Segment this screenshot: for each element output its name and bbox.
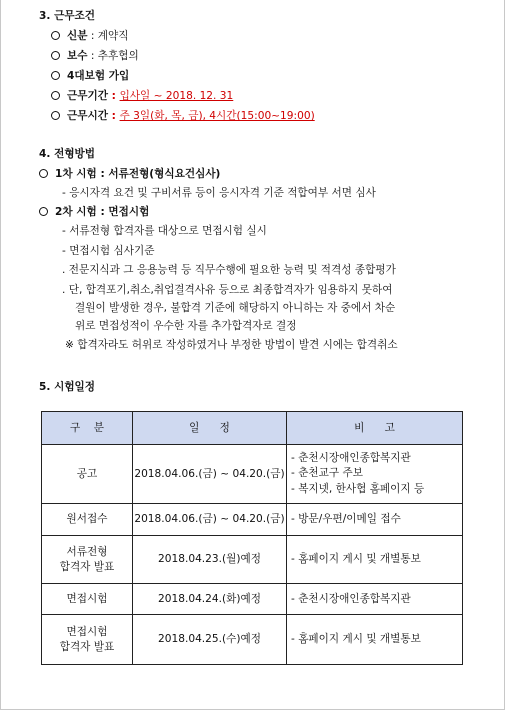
table-row [42, 584, 463, 615]
first-exam: 1차 시험 : 서류전형(형식요건심사) [39, 169, 220, 180]
row-name: 면접시험 합격자 발표 [42, 615, 133, 665]
condition-insurance: 4대보험 가입 [51, 71, 129, 82]
second-exam-desc-1: - 서류전형 합격자를 대상으로 면접시험 실시 [62, 225, 267, 237]
circle-bullet-icon [39, 207, 48, 216]
row-name: 공고 [42, 445, 133, 504]
row-notes: - 춘천시장애인종합복지관 - 춘천교구 주보 - 복지넷, 한사협 홈페이지 등 [287, 445, 463, 504]
circle-bullet-icon [51, 71, 60, 80]
row-notes: - 홈페이지 게시 및 개별통보 [287, 536, 463, 584]
second-exam-desc-3: . 전문지식과 그 응용능력 등 직무수행에 필요한 능력 및 적격성 종합평가 [62, 264, 396, 276]
section-3-title: 3. 근무조건 [39, 10, 96, 22]
circle-bullet-icon [51, 51, 60, 60]
table-header-row [42, 412, 463, 445]
row-name: 서류전형 합격자 발표 [42, 536, 133, 584]
section-4-title: 4. 전형방법 [39, 148, 96, 160]
section-5-title: 5. 시험일정 [39, 381, 96, 393]
schedule-table [41, 411, 463, 665]
second-exam-desc-4c: 위로 면접성적이 우수한 자를 추가합격자로 결정 [75, 320, 297, 332]
condition-pay: 보수 : 추후협의 [51, 51, 139, 62]
circle-bullet-icon [51, 31, 60, 40]
row-notes: - 춘천시장애인종합복지관 [287, 584, 463, 615]
table-row [42, 615, 463, 665]
row-notes: - 방문/우편/이메일 접수 [287, 504, 463, 536]
row-date: 2018.04.06.(금) ~ 04.20.(금) [133, 504, 287, 536]
row-date: 2018.04.24.(화)예정 [133, 584, 287, 615]
row-date: 2018.04.25.(수)예정 [133, 615, 287, 665]
row-name: 면접시험 [42, 584, 133, 615]
condition-period: 근무기간 : 입사일 ~ 2018. 12. 31 [51, 91, 233, 102]
table-row [42, 445, 463, 504]
circle-bullet-icon [51, 91, 60, 100]
first-exam-desc: - 응시자격 요건 및 구비서류 등이 응시자격 기준 적합여부 서면 심사 [62, 187, 376, 199]
header-category: 구 분 [42, 412, 133, 445]
row-name: 원서접수 [42, 504, 133, 536]
second-exam-desc-2: - 면접시험 심사기준 [62, 245, 155, 257]
row-notes: - 홈페이지 게시 및 개별통보 [287, 615, 463, 665]
header-schedule: 일 정 [133, 412, 287, 445]
row-date: 2018.04.06.(금) ~ 04.20.(금) [133, 445, 287, 504]
header-remarks: 비 고 [287, 412, 463, 445]
second-exam-desc-4a: . 단, 합격포기,취소,취업결격사유 등으로 최종합격자가 임용하지 못하여 [62, 284, 393, 296]
circle-bullet-icon [51, 111, 60, 120]
condition-status: 신분 : 계약직 [51, 31, 128, 42]
warning-note: ※ 합격자라도 허위로 작성하였거나 부정한 방법이 발견 시에는 합격취소 [65, 339, 398, 351]
table-row [42, 536, 463, 584]
row-date: 2018.04.23.(월)예정 [133, 536, 287, 584]
second-exam: 2차 시험 : 면접시험 [39, 207, 149, 218]
table-row [42, 504, 463, 536]
circle-bullet-icon [39, 169, 48, 178]
condition-hours: 근무시간 : 주 3일(화, 목, 금), 4시간(15:00~19:00) [51, 111, 315, 122]
second-exam-desc-4b: 결원이 발생한 경우, 불합격 기준에 해당하지 아니하는 자 중에서 차순 [75, 302, 396, 314]
